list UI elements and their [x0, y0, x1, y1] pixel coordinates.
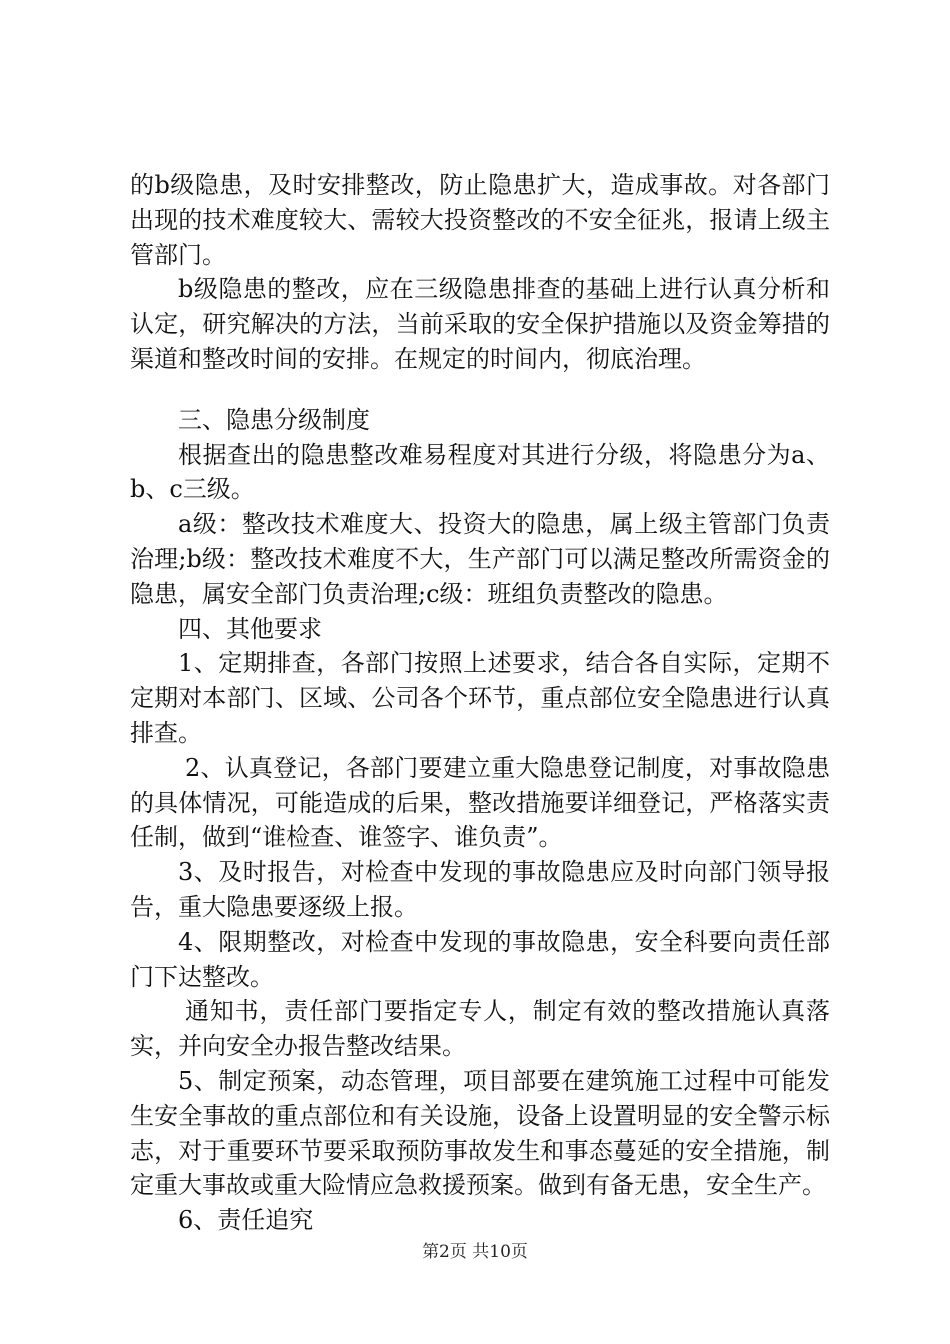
paragraph-gap: [130, 377, 830, 403]
paragraph-item-3-timely-report: 3、及时报告，对检查中发现的事故隐患应及时向部门领导报告，重大隐患要逐级上报。: [130, 858, 830, 921]
section-heading-other-requirements: 四、其他要求: [178, 614, 322, 643]
paragraph-grading-intro: 根据查出的隐患整改难易程度对其进行分级，将隐患分为a、b、c三级。: [130, 440, 830, 504]
document-body: [130, 168, 830, 1238]
paragraph-item-4-deadline-rectification: 4、限期整改，对检查中发现的事故隐患，安全科要向责任部门下达整改。: [130, 927, 830, 991]
paragraph-b-level-continuation: 的b级隐患，及时安排整改，防止隐患扩大，造成事故。对各部门出现的技术难度较大、需较大投资整改的不安全征兆，报请上级主管部门。: [130, 171, 830, 269]
paragraph-notice-letter: 通知书，责任部门要指定专人，制定有效的整改措施认真落实，并向安全办报告整改结果。: [130, 997, 830, 1061]
paragraph-b-level-rectification: b级隐患的整改，应在三级隐患排查的基础上进行认真分析和认定，研究解决的方法，当前采取的安全保护措施以及资金筹措的渠道和整改时间的安排。在规定的时间内，彻底治理。: [130, 275, 830, 373]
page-footer: 第2页 共10页: [422, 1242, 528, 1262]
paragraph-item-1-regular-inspection: 1、定期排查，各部门按照上述要求，结合各自实际，定期不定期对本部门、区域、公司各个环节，重点部位安全隐患进行认真排查。: [130, 649, 830, 747]
section-heading-hazard-grading: 三、隐患分级制度: [178, 405, 370, 434]
paragraph-item-6-accountability: 6、责任追究: [178, 1206, 314, 1235]
paragraph-item-2-registration: 2、认真登记，各部门要建立重大隐患登记制度，对事故隐患的具体情况，可能造成的后果，整改措施要详细登记，严格落实责任制，做到“谁检查、谁签字、谁负责”。: [130, 753, 830, 852]
paragraph-item-5-emergency-plan: 5、制定预案，动态管理，项目部要在建筑施工过程中可能发生安全事故的重点部位和有关设施，设备上设置明显的安全警示标志，对于重要环节要采取预防事故发生和事态蔓延的安全措施，制定重大事故或重大险情应急救援预案。做到有备无患，安全生产。: [130, 1066, 830, 1200]
paragraph-grade-definitions: a级：整改技术难度大、投资大的隐患，属上级主管部门负责治理;b级：整改技术难度不大，生产部门可以满足整改所需资金的隐患，属安全部门负责治理;c级：班组负责整改的隐患。: [130, 510, 830, 608]
